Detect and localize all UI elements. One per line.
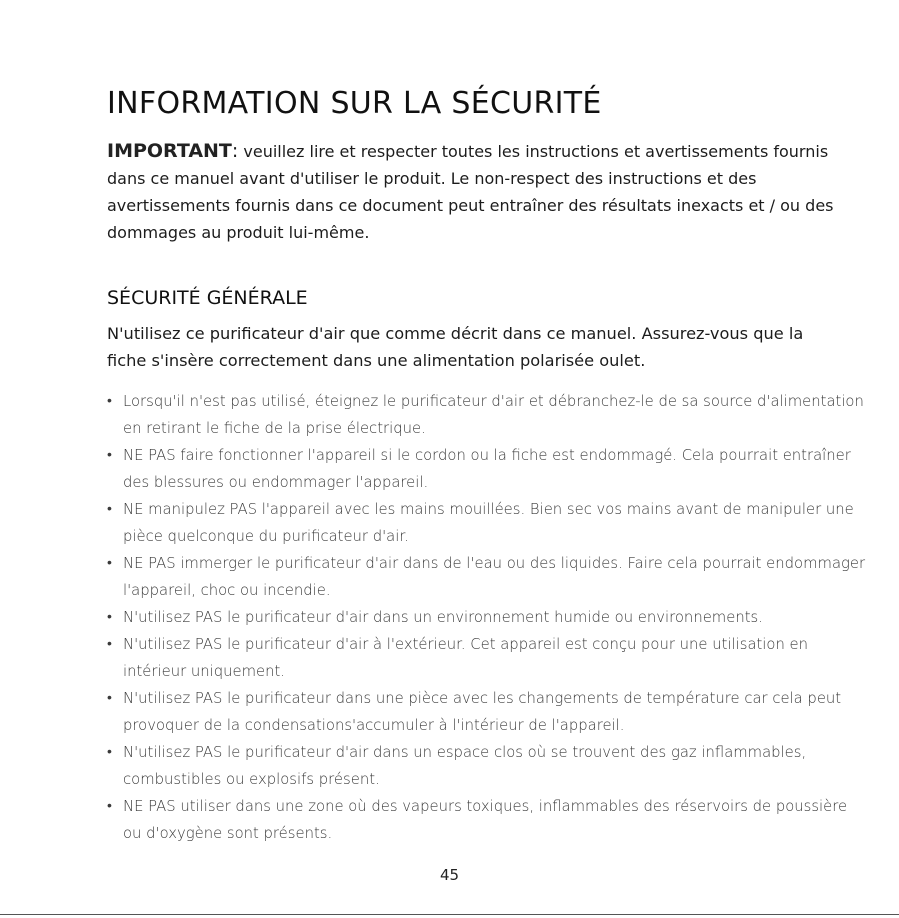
bullet-icon: •	[107, 501, 112, 517]
list-item	[107, 550, 867, 604]
important-colon: :	[231, 140, 239, 162]
section-title: SÉCURITÉ GÉNÉRALE	[107, 287, 308, 309]
important-notice	[107, 138, 837, 246]
bullet-text: NE PAS immerger le purificateur d'air dans de l'eau ou des liquides. Faire cela pourrait endommager l'appareil, choc ou incendie.	[123, 555, 866, 599]
bullet-icon: •	[107, 636, 112, 652]
safety-bullet-list	[107, 388, 867, 847]
bullet-text: NE PAS utiliser dans une zone où des vapeurs toxiques, inflammables des réservoirs de poussière ou d'oxygène sont présents.	[123, 798, 848, 842]
list-item	[107, 631, 867, 685]
bullet-icon: •	[107, 690, 112, 706]
bullet-text: N'utilisez PAS le purificateur dans une pièce avec les changements de température car cela peut provoquer de la condensations'accumuler à l'intérieur de l'appareil.	[123, 690, 842, 734]
list-item	[107, 685, 867, 739]
bullet-text: Lorsqu'il n'est pas utilisé, éteignez le purificateur d'air et débranchez-le de sa source d'alimentation en retirant le fiche de la prise électrique.	[123, 393, 864, 437]
list-item	[107, 793, 867, 847]
bullet-icon: •	[107, 744, 112, 760]
bullet-text: NE manipulez PAS l'appareil avec les mains mouillées. Bien sec vos mains avant de manipuler une pièce quelconque du purificateur d'air.	[123, 501, 854, 545]
bullet-text: NE PAS faire fonctionner l'appareil si le cordon ou la fiche est endommagé. Cela pourrait entraîner des blessures ou endommager l'appareil.	[123, 447, 851, 491]
bullet-icon: •	[107, 555, 112, 571]
bullet-icon: •	[107, 798, 112, 814]
bullet-text: N'utilisez PAS le purificateur d'air dans un espace clos où se trouvent des gaz inflammables, combustibles ou explosifs présent.	[123, 744, 807, 788]
list-item	[107, 442, 867, 496]
list-item	[107, 604, 867, 631]
bullet-icon: •	[107, 447, 112, 463]
bullet-text: N'utilisez PAS le purificateur d'air à l'extérieur. Cet appareil est conçu pour une utilisation en intérieur uniquement.	[123, 636, 809, 680]
list-item	[107, 388, 867, 442]
important-label: IMPORTANT	[107, 140, 232, 162]
page-number: 45	[439, 866, 460, 884]
list-item	[107, 496, 867, 550]
section-intro: N'utilisez ce purificateur d'air que comme décrit dans ce manuel. Assurez-vous que la fiche s'insère correctement dans une alimentation polarisée oulet.	[107, 324, 804, 370]
list-item	[107, 739, 867, 793]
important-text: veuillez lire et respecter toutes les instructions et avertissements fournis dans ce manuel avant d'utiliser le produit. Le non-respect des instructions et des avertissements fournis dans ce document peut entraîner des résultats inexacts et / ou des dommages au produit lui-même.	[107, 142, 834, 242]
bullet-icon: •	[107, 609, 112, 625]
footer-divider	[0, 914, 899, 915]
bullet-text: N'utilisez PAS le purificateur d'air dans un environnement humide ou environnements.	[123, 609, 763, 626]
page-title: INFORMATION SUR LA SÉCURITÉ	[107, 86, 602, 121]
bullet-icon: •	[107, 393, 112, 409]
